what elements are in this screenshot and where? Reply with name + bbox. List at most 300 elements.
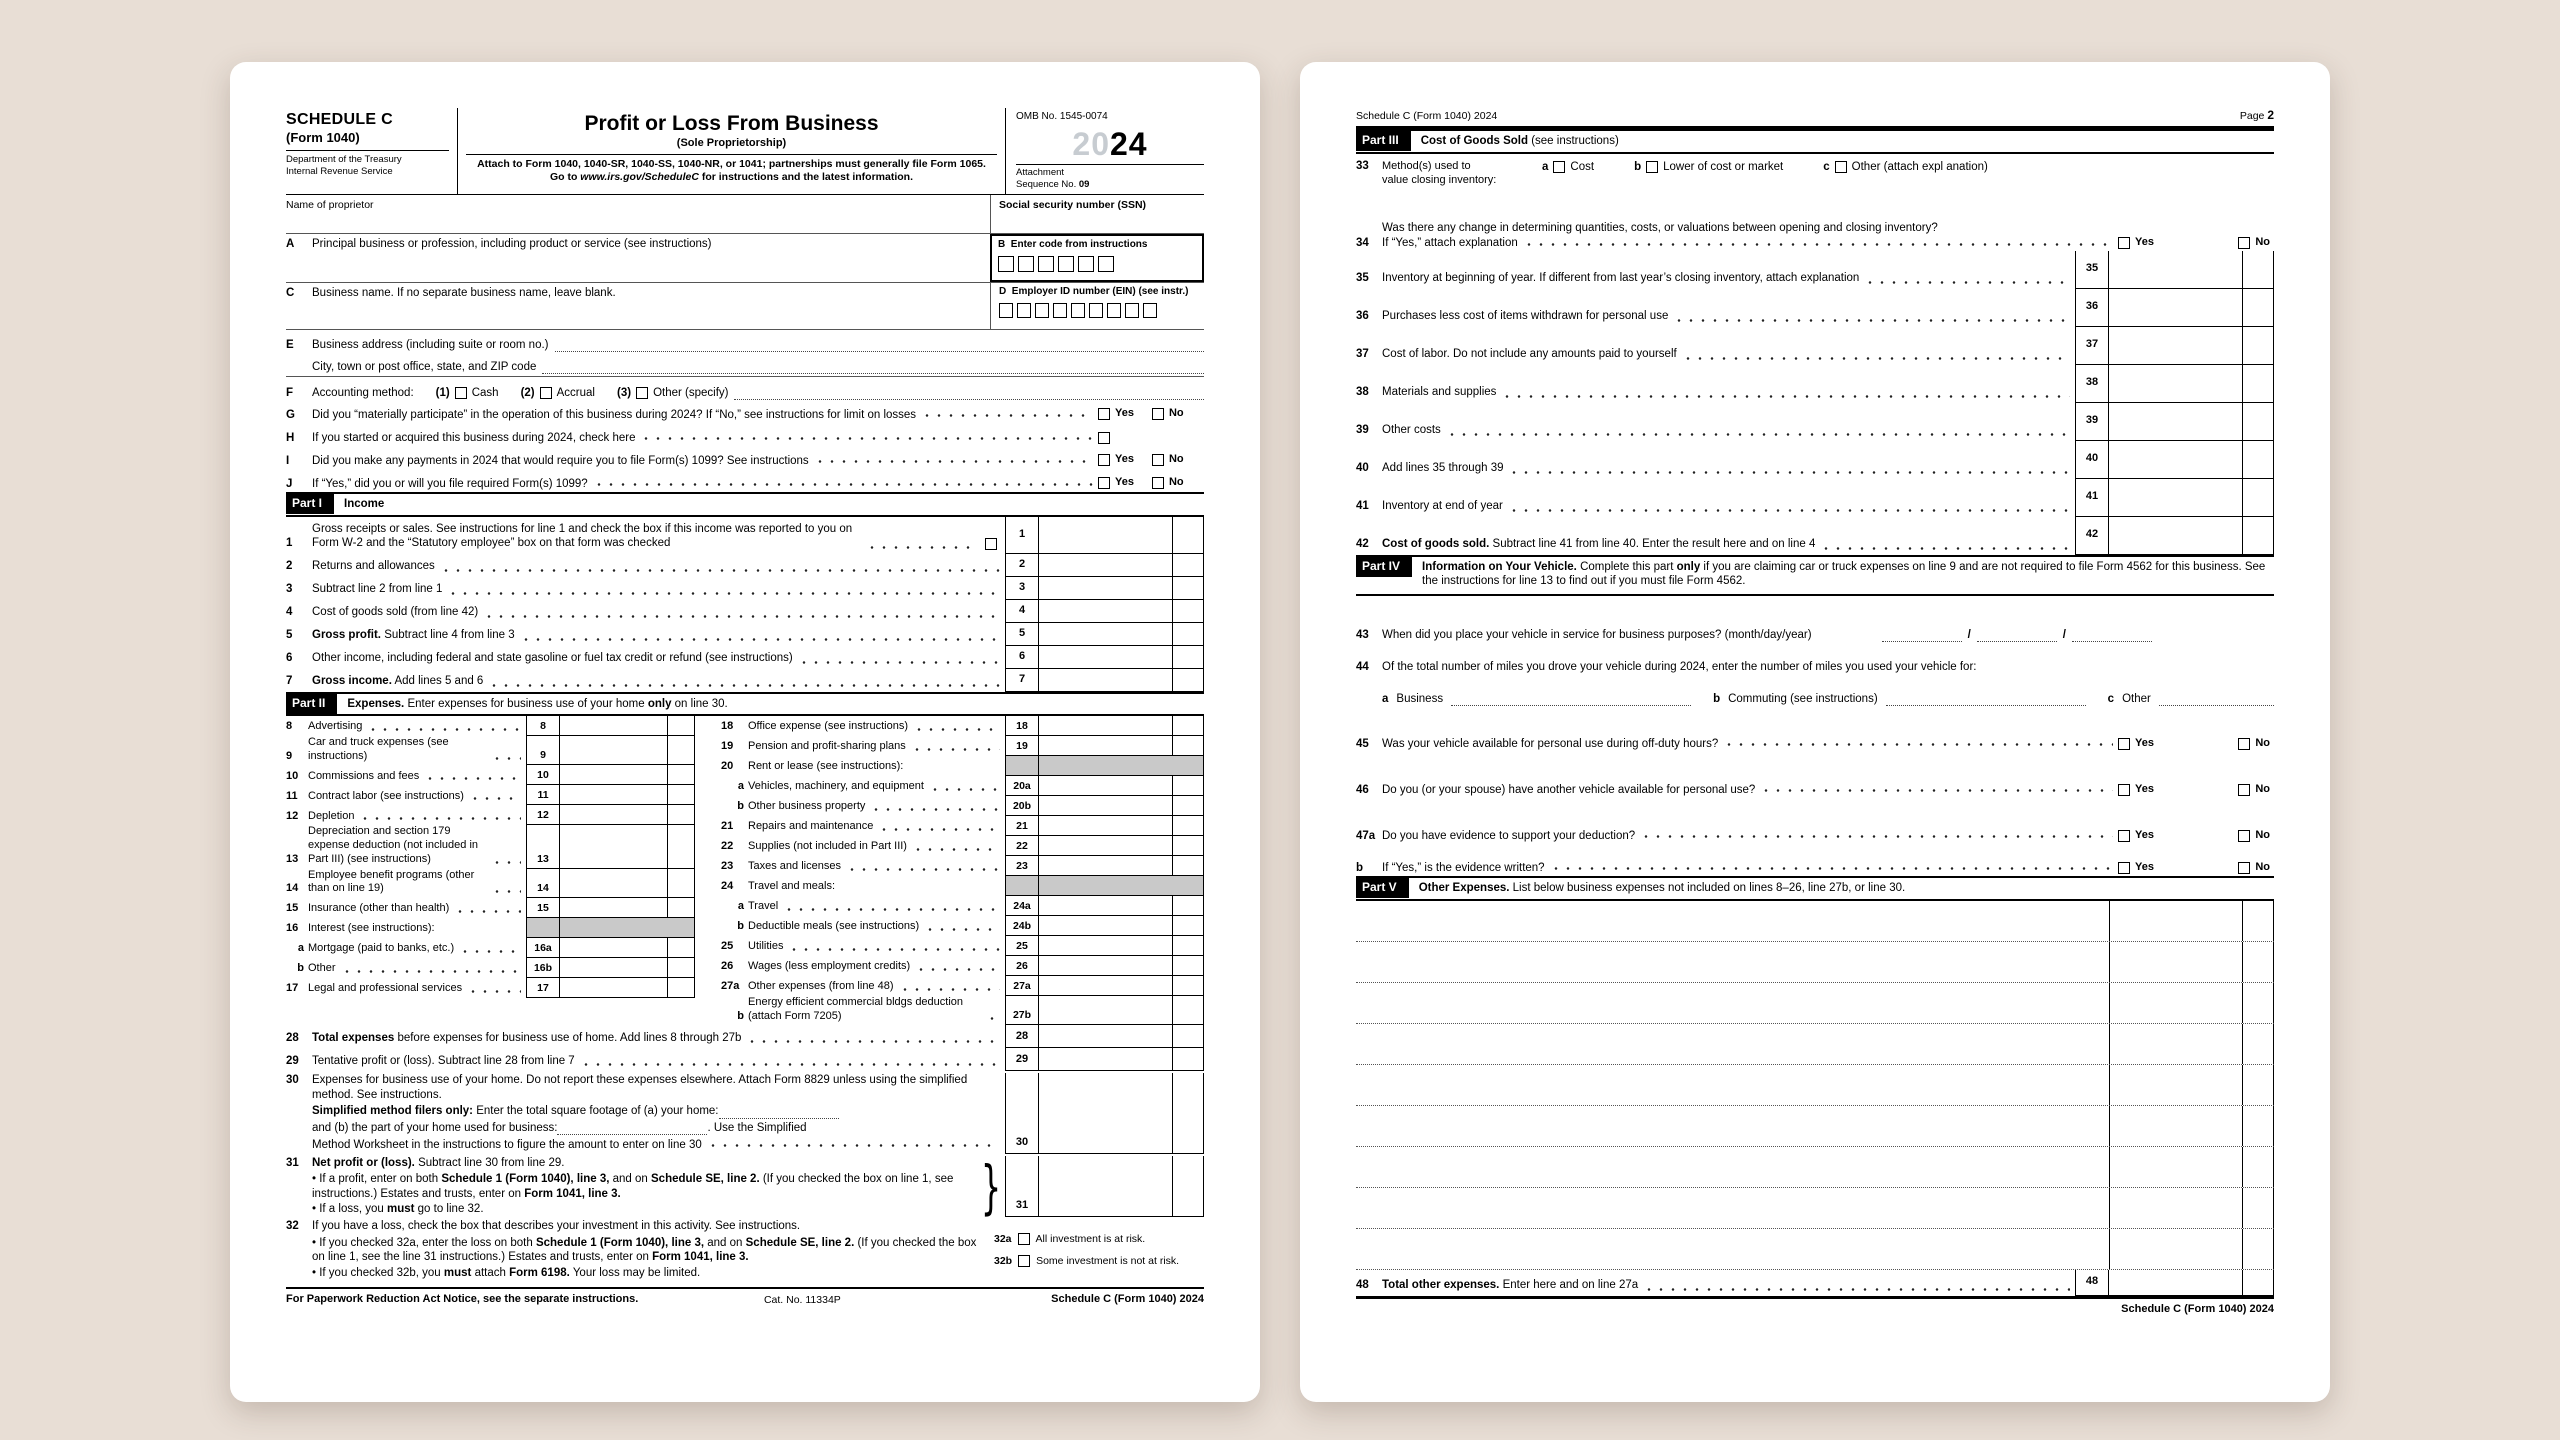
- question-label: Did you “materially participate” in the operation of this business during 2024? If “No,” see instructions for limit on losses: [312, 408, 917, 421]
- no-checkbox[interactable]: [2238, 237, 2250, 249]
- attachment-label: Attachment: [1016, 166, 1065, 178]
- totals-rows: [286, 1025, 1204, 1071]
- dot-leader: [846, 861, 1000, 873]
- no-option: [1152, 476, 1184, 490]
- yes-option: [2118, 861, 2154, 875]
- code-digit-box[interactable]: [998, 256, 1014, 272]
- line-box-3: 3: [1005, 577, 1039, 600]
- line-box-35: 35: [2075, 251, 2109, 289]
- amount-field-3[interactable]: [1039, 577, 1204, 600]
- option-letter: a: [1542, 160, 1549, 173]
- ein-digit-box[interactable]: [1125, 303, 1139, 318]
- line-number: 8: [286, 720, 293, 733]
- some-investment-not-at-risk-checkbox[interactable]: [1018, 1255, 1030, 1267]
- city-state-zip-field[interactable]: [542, 360, 1204, 374]
- form-line-24: [721, 876, 1204, 896]
- no-checkbox[interactable]: [1152, 408, 1164, 420]
- dot-leader: [1643, 1281, 2070, 1293]
- part-i-rows: [286, 517, 1204, 692]
- amount-field-5[interactable]: [1039, 623, 1204, 646]
- no-label: No: [2255, 828, 2270, 841]
- form-line-20b: [721, 796, 1204, 816]
- business-miles-field[interactable]: [1451, 693, 1691, 706]
- amount-field-20b[interactable]: [1039, 796, 1204, 816]
- cash-checkbox[interactable]: [455, 387, 467, 399]
- amount-field-27a[interactable]: [1039, 976, 1204, 996]
- line-number: 28: [286, 1032, 299, 1045]
- accounting-method-label: Accounting method:: [312, 386, 414, 399]
- other-miles-field[interactable]: [2159, 693, 2274, 706]
- line-number: 38: [1356, 386, 1369, 399]
- dot-leader: [814, 453, 1093, 465]
- amount-field-14[interactable]: [560, 869, 695, 899]
- expense-description-field[interactable]: [1356, 1106, 2109, 1146]
- line-30-text: [312, 1073, 1005, 1154]
- question-47a: [1356, 798, 2274, 844]
- divider: [286, 150, 449, 151]
- amount-field-28[interactable]: [1039, 1025, 1204, 1048]
- line-31-amount-row: [1005, 1195, 1204, 1217]
- line-label: Cost of labor. Do not include any amounts paid to yourself: [1382, 348, 1677, 361]
- schedule-c-page-1: [230, 62, 1260, 1402]
- line-box-9: 9: [526, 736, 560, 766]
- line-32-text: [312, 1219, 994, 1281]
- other-method-checkbox[interactable]: [636, 387, 648, 399]
- form-title: Profit or Loss From Business: [584, 112, 879, 135]
- line-box-12: 12: [526, 805, 560, 825]
- line-c-label: Business name. If no separate business name, leave blank.: [312, 287, 616, 300]
- form-line-20: [721, 756, 1204, 776]
- line-label: Gross profit. Subtract line 4 from line 3: [312, 629, 515, 642]
- line-number: 36: [1356, 310, 1369, 323]
- line-label: Commissions and fees: [308, 769, 420, 782]
- dot-leader: [488, 677, 1000, 689]
- amount-field-35[interactable]: [2109, 251, 2274, 289]
- form-line-12: [286, 805, 695, 825]
- dot-leader: [459, 943, 521, 955]
- line-number: 20: [721, 760, 734, 773]
- yes-checkbox[interactable]: [2118, 862, 2130, 874]
- dot-leader: [924, 921, 1000, 933]
- principal-business-field[interactable]: [286, 234, 990, 282]
- line-box-16: [526, 918, 560, 938]
- business-name-field[interactable]: [286, 283, 990, 329]
- no-checkbox[interactable]: [2238, 830, 2250, 842]
- line-box-20: [1005, 756, 1039, 776]
- method-option-other: [617, 386, 728, 400]
- attachment-sequence: [1016, 164, 1204, 192]
- expense-description-field[interactable]: [1356, 983, 2109, 1023]
- dot-leader: [913, 721, 1000, 733]
- line-number: 42: [1356, 538, 1369, 551]
- line-number: 16: [286, 922, 299, 935]
- ein-digit-box[interactable]: [1107, 303, 1121, 318]
- amount-field-9[interactable]: [560, 736, 695, 766]
- form-line-7: [286, 669, 1204, 692]
- amount-field-19[interactable]: [1039, 736, 1204, 756]
- amount-field-1[interactable]: [1039, 517, 1204, 554]
- option-other: [1823, 160, 1988, 174]
- expense-description-field[interactable]: [1356, 1147, 2109, 1187]
- form-line-15: [286, 898, 695, 918]
- line-number: 17: [286, 982, 299, 995]
- amount-field-30[interactable]: [1039, 1132, 1204, 1154]
- code-digit-box[interactable]: [1078, 256, 1094, 272]
- expense-description-field[interactable]: [1356, 1024, 2109, 1064]
- ssn-label: Social security number (SSN): [999, 199, 1147, 212]
- service-date-year-field[interactable]: [2072, 629, 2152, 642]
- line-box-14: 14: [526, 869, 560, 899]
- line-number: 44: [1356, 661, 1369, 673]
- dot-leader: [1523, 236, 2113, 248]
- amount-field-21[interactable]: [1039, 816, 1204, 836]
- code-digit-box[interactable]: [1018, 256, 1034, 272]
- line-e-label: Business address (including suite or room no.): [312, 338, 549, 351]
- part-i-badge: Part I: [286, 494, 334, 514]
- line-letter-f: F: [286, 386, 294, 399]
- option-label: Cost: [1570, 160, 1595, 173]
- yes-checkbox[interactable]: [2118, 784, 2130, 796]
- option-number: (3): [617, 386, 632, 399]
- expense-description-field[interactable]: [1356, 1229, 2109, 1269]
- expense-amount-field[interactable]: [2109, 1147, 2274, 1187]
- amount-field-10[interactable]: [560, 765, 695, 785]
- line-number: 5: [286, 629, 293, 642]
- business-address-field[interactable]: [555, 338, 1204, 352]
- statutory-employee-checkbox[interactable]: [985, 538, 997, 550]
- commuting-miles-field[interactable]: [1886, 693, 2086, 706]
- line-number: 32: [286, 1220, 299, 1233]
- amount-field-29[interactable]: [1039, 1048, 1204, 1071]
- yes-checkbox[interactable]: [1098, 408, 1110, 420]
- dot-leader: [1820, 540, 2070, 552]
- business-code-inputs: [998, 256, 1196, 272]
- amount-field-7[interactable]: [1039, 669, 1204, 692]
- other-expense-row: [1356, 1106, 2274, 1147]
- amount-field-6[interactable]: [1039, 646, 1204, 669]
- no-checkbox[interactable]: [2238, 784, 2250, 796]
- line-30-p1: Expenses for business use of your home. Do not report these expenses elsewhere. Attach Form 8829 unless using the simplified method. See instructions.: [312, 1074, 968, 1101]
- expense-description-field[interactable]: [1356, 901, 2109, 941]
- column-fill: [1005, 1156, 1204, 1196]
- yes-no-group: [1098, 432, 1204, 445]
- expense-amount-field[interactable]: [2109, 1188, 2274, 1228]
- amount-field-48[interactable]: [2109, 1270, 2274, 1296]
- amount-field-4[interactable]: [1039, 600, 1204, 623]
- form-line-24b: [721, 916, 1204, 936]
- dot-leader: [1508, 464, 2070, 476]
- dot-leader: [986, 1010, 1000, 1022]
- line-32-bullet-1: • If you checked 32a, enter the loss on both Schedule 1 (Form 1040), line 3, and on Schedule SE, line 2. (If you checked the box on line 1, see the line 31 instructions.) Estates and trusts, enter on Form 1041, line 3.: [312, 1236, 977, 1264]
- line-box-11: 11: [526, 785, 560, 805]
- no-label: No: [2255, 782, 2270, 795]
- line-number: 22: [721, 840, 734, 853]
- amount-field-2[interactable]: [1039, 554, 1204, 577]
- amount-field-12[interactable]: [560, 805, 695, 825]
- line-d-label-row: [999, 286, 1204, 299]
- form-line-10: [286, 765, 695, 785]
- line-34-question: Was there any change in determining quantities, costs, or valuations between opening and closing inventory?: [1382, 222, 1938, 235]
- expense-amount-field[interactable]: [2109, 1065, 2274, 1105]
- line-box-24: [1005, 876, 1039, 896]
- option-number: (2): [520, 386, 535, 399]
- line-box-18: 18: [1005, 716, 1039, 736]
- amount-field-24a[interactable]: [1039, 896, 1204, 916]
- line-label: Other business property: [748, 800, 866, 813]
- yes-option: [2118, 236, 2154, 250]
- line-number: 14: [286, 882, 299, 895]
- no-checkbox[interactable]: [1152, 477, 1164, 489]
- questions-g-j: [286, 400, 1204, 492]
- yes-checkbox[interactable]: [1098, 477, 1110, 489]
- service-date-day-field[interactable]: [1977, 629, 2057, 642]
- option-label: Other (specify): [653, 386, 729, 399]
- line-box-40: 40: [2075, 441, 2109, 479]
- amount-field-37[interactable]: [2109, 327, 2274, 365]
- no-option: [2238, 861, 2270, 875]
- line-label: Subtract line 2 from line 1: [312, 583, 443, 596]
- form-line-40: [1356, 441, 2274, 479]
- form-number: (Form 1040): [286, 130, 360, 145]
- line-label: Purchases less cost of items withdrawn for personal use: [1382, 310, 1669, 323]
- dot-leader: [483, 608, 1000, 620]
- line-box-7: 7: [1005, 669, 1039, 692]
- yes-checkbox[interactable]: [2118, 738, 2130, 750]
- line-number: 15: [286, 902, 299, 915]
- no-label: No: [1168, 407, 1184, 420]
- line-number: 43: [1356, 629, 1369, 641]
- option-cost: [1542, 160, 1594, 174]
- amount-field-25[interactable]: [1039, 936, 1204, 956]
- code-digit-box[interactable]: [1098, 256, 1114, 272]
- line-31-bullet-2: • If a loss, you must go to line 32.: [312, 1203, 484, 1216]
- line-label: Travel and meals:: [748, 880, 836, 893]
- amount-field-36[interactable]: [2109, 289, 2274, 327]
- other-expense-row: [1356, 1147, 2274, 1188]
- proprietor-band: [286, 195, 1204, 234]
- line-number: 11: [286, 789, 298, 802]
- part-iv-bar: [1356, 555, 2274, 597]
- ein-digit-box[interactable]: [1143, 303, 1157, 318]
- service-date-month-field[interactable]: [1882, 629, 1962, 642]
- question-b: [1356, 844, 2274, 876]
- line-30-p4: [312, 1137, 997, 1152]
- line-box-25: 25: [1005, 936, 1039, 956]
- line-34-row: [1356, 207, 2274, 251]
- dot-leader: [1864, 274, 2070, 286]
- home-sqft-field[interactable]: [719, 1106, 839, 1119]
- line-label: Gross income. Add lines 5 and 6: [312, 675, 484, 688]
- line-44-mileage-row: [1356, 674, 2274, 706]
- yes-no-group: [2118, 829, 2274, 844]
- line-box-42: 42: [2075, 517, 2109, 555]
- amount-field-13[interactable]: [560, 825, 695, 868]
- proprietor-name-field[interactable]: [286, 195, 990, 233]
- no-checkbox[interactable]: [1152, 454, 1164, 466]
- amount-field-24b[interactable]: [1039, 916, 1204, 936]
- line-box-27a: 27a: [1005, 976, 1039, 996]
- line-30-amount-row: [1005, 1132, 1204, 1154]
- line-number: 45: [1356, 738, 1369, 750]
- amount-field-16b[interactable]: [560, 958, 695, 978]
- expense-description-field[interactable]: [1356, 1188, 2109, 1228]
- checkbox-H[interactable]: [1098, 432, 1110, 444]
- ein-digit-box[interactable]: [999, 303, 1013, 318]
- line-label: Depreciation and section 179 expense deduction (not included in Part III) (see instructions): [308, 825, 479, 865]
- amount-field-22[interactable]: [1039, 836, 1204, 856]
- line-30-p3-text: and (b) the part of your home used for business:: [312, 1121, 558, 1134]
- dot-leader: [783, 901, 1000, 913]
- form-footer-id: Schedule C (Form 1040) 2024: [1051, 1292, 1204, 1305]
- no-option: [1152, 407, 1184, 421]
- amount-field-8[interactable]: [560, 716, 695, 736]
- business-address-row: [286, 330, 1204, 352]
- no-label: No: [2255, 235, 2270, 248]
- yes-checkbox[interactable]: [2118, 830, 2130, 842]
- yes-label: Yes: [2135, 828, 2154, 841]
- amount-field-42[interactable]: [2109, 517, 2274, 555]
- ein-digit-box[interactable]: [1053, 303, 1067, 318]
- part-v-badge: Part V: [1356, 878, 1409, 898]
- dot-leader: [915, 961, 1000, 973]
- line-box-13: 13: [526, 825, 560, 868]
- business-sqft-field[interactable]: [557, 1122, 707, 1135]
- line-33-row: [1356, 159, 2274, 205]
- part-i-bar: [286, 492, 1204, 516]
- ein-cell: [990, 283, 1204, 329]
- line-48-row: [1356, 1270, 2274, 1296]
- question-label: Did you make any payments in 2024 that would require you to file Form(s) 1099? See instructions: [312, 454, 809, 467]
- lower-of-cost-checkbox[interactable]: [1646, 161, 1658, 173]
- other-method-specify-field[interactable]: [734, 386, 1204, 400]
- ein-digit-box[interactable]: [1089, 303, 1103, 318]
- expense-amount-field[interactable]: [2109, 1024, 2274, 1064]
- code-digit-box[interactable]: [1038, 256, 1054, 272]
- expense-amount-field[interactable]: [2109, 983, 2274, 1023]
- amount-field-41[interactable]: [2109, 479, 2274, 517]
- line-31-text: [312, 1156, 977, 1218]
- form-line-21: [721, 816, 1204, 836]
- dot-leader: [870, 801, 1000, 813]
- accrual-checkbox[interactable]: [540, 387, 552, 399]
- dot-leader: [1760, 782, 2113, 794]
- no-label: No: [2255, 736, 2270, 749]
- dot-leader: [1550, 860, 2113, 872]
- part-iv-badge: Part IV: [1356, 557, 1412, 577]
- other-expense-row: [1356, 1065, 2274, 1106]
- form-line-19: [721, 736, 1204, 756]
- expense-amount-field[interactable]: [2109, 942, 2274, 982]
- yes-checkbox[interactable]: [2118, 237, 2130, 249]
- line-b-label: Enter code from instructions: [1010, 239, 1148, 251]
- line-box-38: 38: [2075, 365, 2109, 403]
- other-expense-row: [1356, 942, 2274, 983]
- amount-field-15[interactable]: [560, 898, 695, 918]
- expense-description-field[interactable]: [1356, 942, 2109, 982]
- line-box-6: 6: [1005, 646, 1039, 669]
- ein-digit-box[interactable]: [1017, 303, 1031, 318]
- line-letter-c: C: [286, 287, 295, 300]
- all-investment-at-risk-checkbox[interactable]: [1018, 1233, 1030, 1245]
- ssn-field[interactable]: [990, 195, 1204, 233]
- expense-amount-field[interactable]: [2109, 1106, 2274, 1146]
- amount-field-18[interactable]: [1039, 716, 1204, 736]
- amount-field-40[interactable]: [2109, 441, 2274, 479]
- brace-glyph: }: [980, 1152, 1002, 1221]
- line-number: 12: [286, 809, 299, 822]
- line-box-48: 48: [2075, 1270, 2109, 1296]
- line-number: I: [286, 454, 290, 467]
- option-label: Lower of cost or market: [1663, 160, 1784, 173]
- form-line-23: [721, 856, 1204, 876]
- form-line-3: [286, 577, 1204, 600]
- dot-leader: [440, 562, 1000, 574]
- yes-checkbox[interactable]: [1098, 454, 1110, 466]
- amount-field-31[interactable]: [1039, 1195, 1204, 1217]
- dot-leader: [1501, 388, 2070, 400]
- no-checkbox[interactable]: [2238, 738, 2250, 750]
- option-letter: a: [1382, 693, 1389, 705]
- business-miles-label: Business: [1396, 693, 1444, 705]
- other-miles-label: Other: [2122, 693, 2151, 705]
- line-label: Tentative profit or (loss). Subtract line 28 from line 7: [312, 1055, 575, 1068]
- line-number: 37: [1356, 348, 1369, 361]
- slash: /: [2062, 629, 2066, 641]
- other-valuation-checkbox[interactable]: [1835, 161, 1847, 173]
- expense-amount-field[interactable]: [2109, 1229, 2274, 1269]
- other-expense-row: [1356, 1188, 2274, 1229]
- ein-digit-box[interactable]: [1071, 303, 1085, 318]
- form-line-37: [1356, 327, 2274, 365]
- method-option-cash: [436, 386, 499, 400]
- amount-field-17[interactable]: [560, 978, 695, 998]
- amount-field-39[interactable]: [2109, 403, 2274, 441]
- year-outline: 20: [1072, 125, 1110, 162]
- line-number: 13: [286, 852, 299, 865]
- line-label: Advertising: [308, 720, 363, 733]
- expense-amount-field[interactable]: [2109, 901, 2274, 941]
- yes-label: Yes: [1115, 453, 1134, 466]
- line-box-30: 30: [1005, 1132, 1039, 1154]
- dot-leader: [1673, 312, 2070, 324]
- amount-field-11[interactable]: [560, 785, 695, 805]
- form-line-42: [1356, 517, 2274, 555]
- amount-field-16a[interactable]: [560, 938, 695, 958]
- other-expense-row: [1356, 1229, 2274, 1270]
- expense-description-field[interactable]: [1356, 1065, 2109, 1105]
- line-number: H: [286, 431, 295, 444]
- line-label: Rent or lease (see instructions):: [748, 760, 904, 773]
- sequence-number: Sequence No. 09: [1016, 178, 1090, 190]
- line-label: Other: [308, 962, 336, 975]
- amount-field-26[interactable]: [1039, 956, 1204, 976]
- dot-leader: [899, 981, 1000, 993]
- dot-leader: [640, 430, 1093, 442]
- line-number: G: [286, 408, 295, 421]
- line-box-15: 15: [526, 898, 560, 918]
- line-label: Mortgage (paid to banks, etc.): [308, 942, 455, 955]
- code-digit-box[interactable]: [1058, 256, 1074, 272]
- dot-leader: [491, 750, 521, 762]
- cost-checkbox[interactable]: [1553, 161, 1565, 173]
- ein-digit-box[interactable]: [1035, 303, 1049, 318]
- line-32-block: [286, 1219, 1204, 1281]
- amount-field-27b[interactable]: [1039, 996, 1204, 1026]
- amount-field-38[interactable]: [2109, 365, 2274, 403]
- no-checkbox[interactable]: [2238, 862, 2250, 874]
- amount-field-23[interactable]: [1039, 856, 1204, 876]
- amount-field-20a[interactable]: [1039, 776, 1204, 796]
